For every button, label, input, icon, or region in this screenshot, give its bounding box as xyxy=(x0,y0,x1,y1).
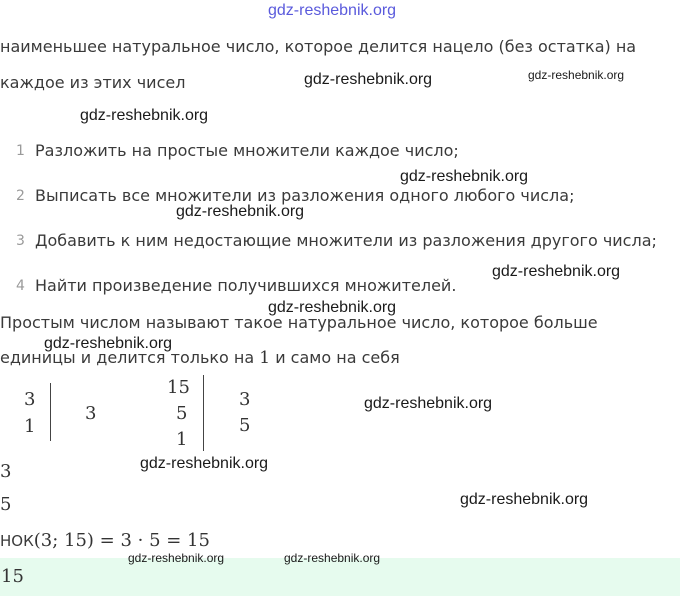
factor-number: 1 xyxy=(24,416,36,437)
factor-prime: 3 xyxy=(239,389,251,410)
prime-definition-text-end: и само на себя xyxy=(270,348,400,367)
watermark[interactable]: gdz-reshebnik.org xyxy=(128,551,225,565)
intro-line-2: каждое из этих чисел xyxy=(0,73,186,92)
factor-divider-line xyxy=(203,375,204,451)
watermark[interactable]: gdz-reshebnik.org xyxy=(176,203,305,220)
watermark[interactable]: gdz-reshebnik.org xyxy=(80,107,209,124)
lcm-expression: (3; 15) = 3 · 5 = 15 xyxy=(33,530,210,551)
prime-definition-text: единицы и делится только на xyxy=(0,348,260,367)
factor-prime: 3 xyxy=(85,403,97,424)
result-line: 3 xyxy=(0,461,12,482)
factor-number: 5 xyxy=(176,403,188,424)
step-text: Выписать все множители из разложения одного любого числа; xyxy=(35,186,575,205)
watermark[interactable]: gdz-reshebnik.org xyxy=(364,395,493,412)
watermark[interactable]: gdz-reshebnik.org xyxy=(284,551,381,565)
lcm-prefix: НОК xyxy=(0,532,34,550)
step-number: 1 xyxy=(16,143,25,159)
watermark[interactable]: gdz-reshebnik.org xyxy=(44,335,173,352)
watermark[interactable]: gdz-reshebnik.org xyxy=(304,71,433,88)
watermark[interactable]: gdz-reshebnik.org xyxy=(460,491,589,508)
step-text: Добавить к ним недостающие множители из разложения другого числа; xyxy=(35,231,657,250)
watermark[interactable]: gdz-reshebnik.org xyxy=(492,263,621,280)
watermark[interactable]: gdz-reshebnik.org xyxy=(528,68,625,82)
factor-number: 3 xyxy=(24,389,36,410)
watermark[interactable]: gdz-reshebnik.org xyxy=(400,168,529,185)
number-one: 1 xyxy=(259,348,271,368)
step-number: 4 xyxy=(16,278,25,294)
result-line: 5 xyxy=(0,494,12,515)
factor-divider-line xyxy=(50,383,51,441)
step-number: 3 xyxy=(16,233,25,249)
factor-prime: 5 xyxy=(239,415,251,436)
watermark-top[interactable]: gdz-reshebnik.org xyxy=(268,2,397,19)
prime-definition-line-1: Простым числом называют такое натуральное число, которое больше xyxy=(0,313,598,332)
answer-value: 15 xyxy=(1,566,24,587)
lcm-line xyxy=(0,530,210,551)
watermark[interactable]: gdz-reshebnik.org xyxy=(268,299,397,316)
watermark[interactable]: gdz-reshebnik.org xyxy=(140,455,269,472)
step-number: 2 xyxy=(16,188,25,204)
factor-number: 15 xyxy=(167,377,190,398)
step-text: Разложить на простые множители каждое число; xyxy=(35,141,459,160)
factor-number: 1 xyxy=(176,429,188,450)
intro-line-1: наименьшее натуральное число, которое делится нацело (без остатка) на xyxy=(0,37,637,56)
step-text: Найти произведение получившихся множителей. xyxy=(35,276,457,295)
